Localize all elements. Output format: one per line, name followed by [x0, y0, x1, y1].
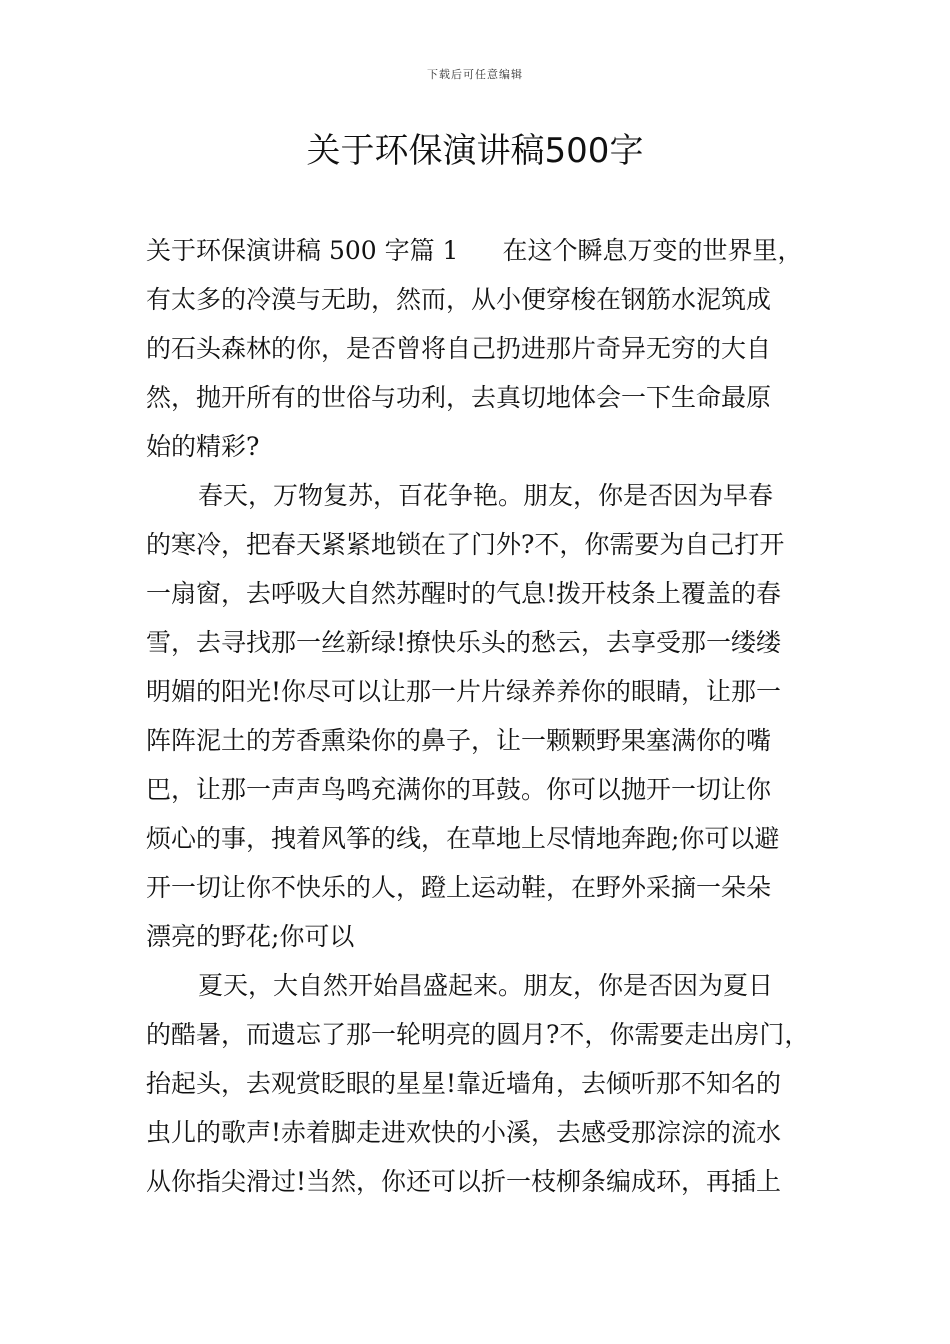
text-line: 从你指尖滑过!当然，你还可以折一枝柳条编成环，再插上 — [146, 1167, 782, 1196]
text-line: 抬起头，去观赏眨眼的星星!靠近墙角，去倾听那不知名的 — [146, 1069, 782, 1098]
text-line: 夏天，大自然开始昌盛起来。朋友，你是否因为夏日 — [198, 971, 774, 1000]
text-line: 的寒冷，把春天紧紧地锁在了门外?不，你需要为自己打开 — [146, 530, 785, 559]
text-line — [146, 226, 818, 275]
header-note: 下载后可任意编辑 — [427, 68, 523, 81]
document-title: 关于环保演讲稿500字 — [306, 131, 644, 171]
text-line: 开一切让你不快乐的人，蹬上运动鞋，在野外采摘一朵朵 — [146, 873, 772, 902]
paragraph-text: 在这个瞬息万变的世界里， — [502, 236, 803, 265]
text-line: 漂亮的野花;你可以 — [146, 922, 355, 951]
text-line: 明媚的阳光!你尽可以让那一片片绿养养你的眼睛，让那一 — [146, 677, 782, 706]
text-line: 春天，万物复苏，百花争艳。朋友，你是否因为早春 — [198, 481, 774, 510]
text-line: 然，抛开所有的世俗与功利，去真切地体会一下生命最原 — [146, 383, 772, 412]
text-line: 雪，去寻找那一丝新绿!撩快乐头的愁云，去享受那一缕缕 — [146, 628, 782, 657]
section-heading: 关于环保演讲稿 500 字篇 1 — [146, 236, 459, 265]
document-body — [146, 226, 818, 1206]
text-line: 有太多的冷漠与无助，然而，从小便穿梭在钢筋水泥筑成 — [146, 285, 772, 314]
text-line: 一扇窗，去呼吸大自然苏醒时的气息!拨开枝条上覆盖的春 — [146, 579, 782, 608]
text-line: 巴，让那一声声鸟鸣充满你的耳鼓。你可以抛开一切让你 — [146, 775, 772, 804]
text-line: 的石头森林的你，是否曾将自己扔进那片奇异无穷的大自 — [146, 334, 772, 363]
text-line: 的酷暑，而遗忘了那一轮明亮的圆月?不，你需要走出房门， — [146, 1020, 810, 1049]
text-line: 烦心的事，拽着风筝的线，在草地上尽情地奔跑;你可以避 — [146, 824, 780, 853]
text-line: 虫儿的歌声!赤着脚走进欢快的小溪，去感受那淙淙的流水 — [146, 1118, 782, 1147]
text-line: 始的精彩? — [146, 432, 260, 461]
text-line: 阵阵泥土的芳香熏染你的鼻子，让一颗颗野果塞满你的嘴 — [146, 726, 772, 755]
